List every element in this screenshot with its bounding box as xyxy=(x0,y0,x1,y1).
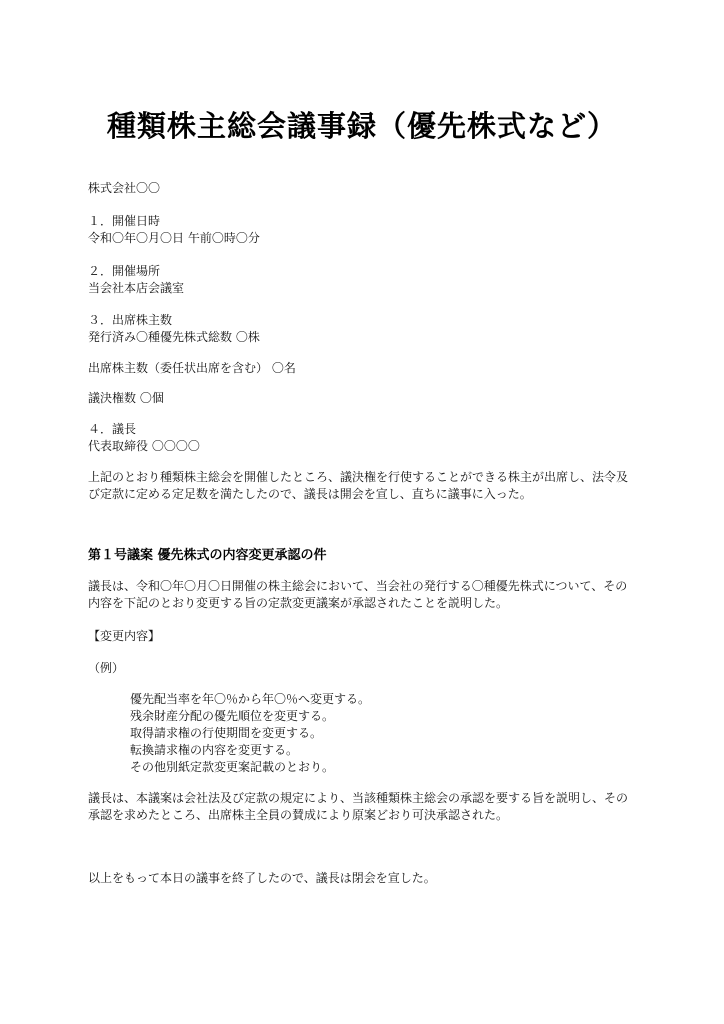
change-item: 優先配当率を年〇％から年〇％へ変更する。 xyxy=(130,692,371,706)
issued-shares-line: 発行済み〇種優先株式総数 〇株 xyxy=(88,330,260,344)
section4-heading: ４．議長 xyxy=(88,422,137,436)
voting-rights-line: 議決権数 〇個 xyxy=(88,391,164,405)
agenda-paragraph1-line1: 議長は、令和〇年〇月〇日開催の株主総会において、当会社の発行する〇種優先株式について、その xyxy=(88,579,628,593)
meeting-location: 当会社本店会議室 xyxy=(88,281,185,295)
change-item: その他別紙定款変更案記載のとおり。 xyxy=(130,760,335,774)
agenda-paragraph2-line1: 議長は、本議案は会社法及び定款の規定により、当該種類株主総会の承認を要する旨を説明し、その xyxy=(88,791,629,805)
document-title: 種類株主総会議事録（優先株式など） xyxy=(106,109,617,143)
intro-paragraph-line1: 上記のとおり種類株主総会を開催したところ、議決権を行使することができる株主が出席し、法令及 xyxy=(88,470,629,484)
company-name: 株式会社〇〇 xyxy=(88,181,161,195)
meeting-datetime: 令和〇年〇月〇日 午前〇時〇分 xyxy=(88,231,260,245)
section1-heading: １．開催日時 xyxy=(88,214,161,228)
example-label: （例） xyxy=(88,661,125,675)
change-item: 残余財産分配の優先順位を変更する。 xyxy=(130,709,335,723)
change-content-label: 【変更内容】 xyxy=(88,629,161,643)
change-item: 転換請求権の内容を変更する。 xyxy=(130,743,299,757)
section2-heading: ２．開催場所 xyxy=(88,264,161,278)
attending-shareholders-line: 出席株主数（委任状出席を含む） 〇名 xyxy=(88,361,296,375)
intro-paragraph-line2: び定款に定める定足数を満たしたので、議長は開会を宣し、直ちに議事に入った。 xyxy=(88,487,532,501)
chairperson-line: 代表取締役 〇〇〇〇 xyxy=(88,439,200,453)
closing-statement: 以上をもって本日の議事を終了したので、議長は閉会を宣した。 xyxy=(88,871,436,885)
agenda-paragraph1-line2: 内容を下記のとおり変更する旨の定款変更議案が承認されたことを説明した。 xyxy=(88,596,509,610)
change-item: 取得請求権の行使期間を変更する。 xyxy=(130,726,323,740)
agenda-paragraph2-line2: 承認を求めたところ、出席株主全員の賛成により原案どおり可決承認された。 xyxy=(88,808,509,822)
agenda-heading: 第１号議案 優先株式の内容変更承認の件 xyxy=(88,548,327,563)
section3-heading: ３．出席株主数 xyxy=(88,313,173,327)
